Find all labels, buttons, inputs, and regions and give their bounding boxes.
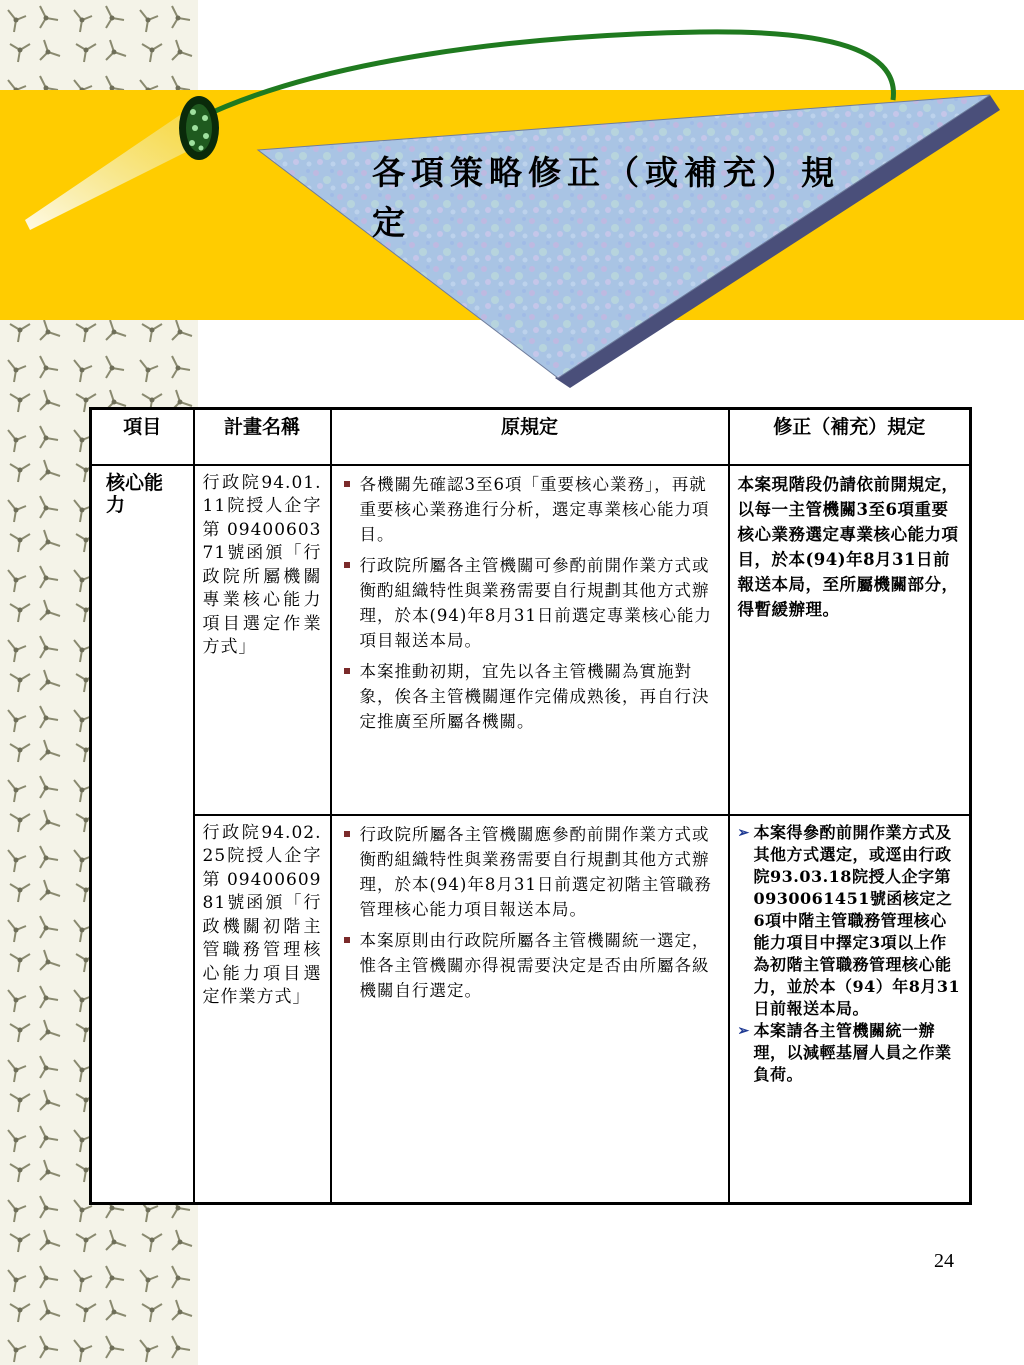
header-plan-name: 計畫名稱 xyxy=(194,409,331,465)
list-item: 本案原則由行政院所屬各主管機關統一選定，惟各主管機關亦得視需要決定是否由所屬各級機關自行選定。 xyxy=(360,928,720,1003)
table-row xyxy=(91,815,971,1204)
list-item: 行政院所屬各主管機關可參酌前開作業方式或衡酌組織特性與業務需要自行規劃其他方式辦理，於本(94)年8月31日前選定專業核心能力項目報送本局。 xyxy=(360,553,720,653)
list-item: ➢ 本案請各主管機關統一辦理，以減輕基層人員之作業負荷。 xyxy=(754,1020,962,1086)
original-cell xyxy=(331,465,729,815)
revision-cell xyxy=(729,815,971,1204)
plan-name-text: 行政院94.01.11院授人企字第0940060371號函頒「行政院所屬機關專業核心能力項目選定作業方式」 xyxy=(202,472,322,657)
header-revision: 修正（補充）規定 xyxy=(729,409,971,465)
green-curve xyxy=(200,32,893,118)
header-original: 原規定 xyxy=(331,409,729,465)
table-header-row xyxy=(91,409,971,465)
list-item: ➢ 本案得參酌前開作業方式及其他方式選定，或逕由行政院93.03.18院授人企字第0930061451號函核定之6項中階主管職務管理核心能力項目中擇定3項以上作為初階主管職務管理核心能力，並於本（94）年8月31日前報送本局。 xyxy=(754,822,962,1020)
list-item: 行政院所屬各主管機關應參酌前開作業方式或衡酌組織特性與業務需要自行規劃其他方式辦理，於本(94)年8月31日前選定初階主管職務管理核心能力項目報送本局。 xyxy=(360,822,720,922)
header-item: 項目 xyxy=(91,409,194,465)
plan-name-cell xyxy=(194,465,331,815)
item-core-competency: 核心能力 xyxy=(91,465,194,1204)
list-item: 各機關先確認3至6項「重要核心業務」，再就重要核心業務進行分析，選定專業核心能力項目。 xyxy=(360,472,720,547)
slide-title: 各項策略修正（或補充）規定 xyxy=(372,153,840,242)
revision-cell: 本案現階段仍請依前開規定，以每一主管機關3至6項重要核心業務選定專業核心能力項目，於本(94)年8月31日前報送本局，至所屬機關部分，得暫緩辦理。 xyxy=(729,465,971,815)
strategy-table xyxy=(89,407,969,1205)
table-row xyxy=(91,465,971,815)
plan-name-cell xyxy=(194,815,331,1204)
original-cell xyxy=(331,815,729,1204)
plan-name-text: 行政院94.02.25院授人企字第0940060981號函頒「行政機關初階主管職務管理核心能力項目選定作業方式」 xyxy=(202,822,322,1007)
list-item: 本案推動初期，宜先以各主管機關為實施對象，俟各主管機關運作完備成熟後，再自行決定推廣至所屬各機關。 xyxy=(360,659,720,734)
page-number: 24 xyxy=(934,1250,954,1272)
